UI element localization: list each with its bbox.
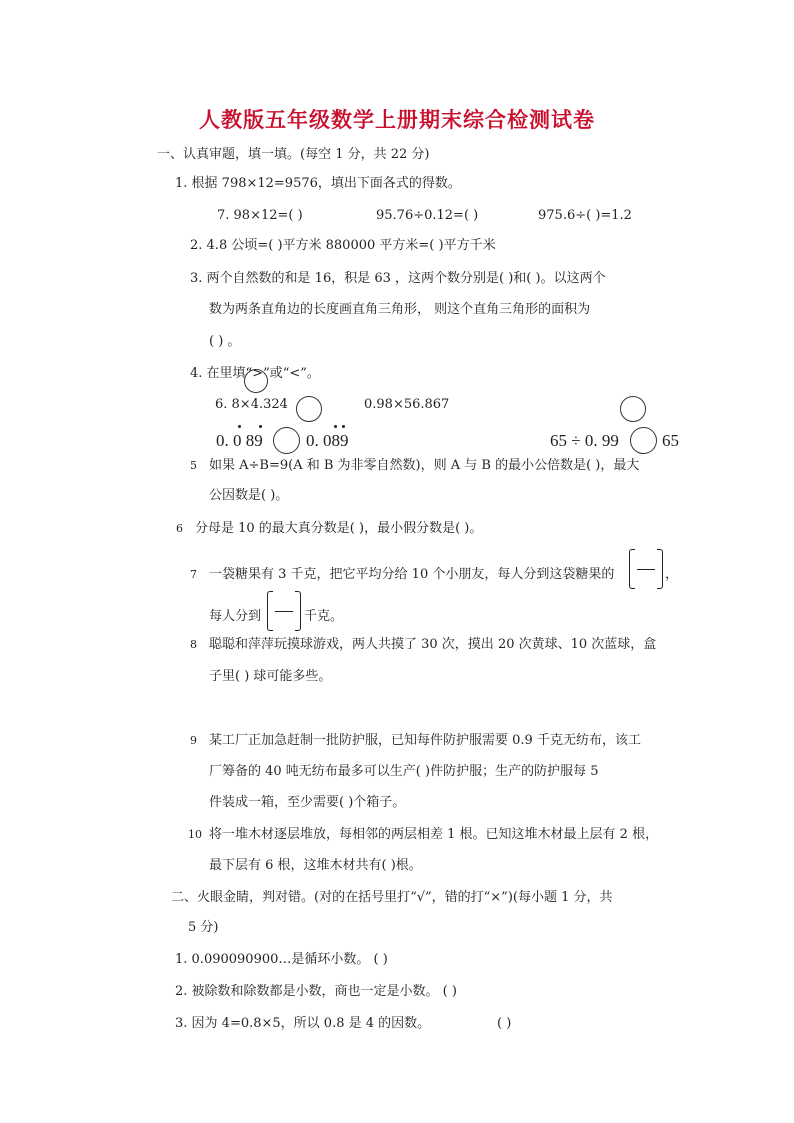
question-4-stem: 4. 在里填“>”或“<”。 [190, 366, 320, 381]
section-2-question-1: 1. 0.090090900…是循环小数。 ( ) [175, 952, 388, 967]
question-2: 2. 4.8 公顷=( )平方米 880000 平方米=( )平方千米 [190, 238, 496, 253]
question-4-expr-d-right: 65 [662, 431, 679, 450]
compare-circle-d[interactable] [630, 427, 657, 454]
repeat-dot [238, 425, 241, 428]
question-7-line-1: 一袋糖果有 3 千克，把它平均分给 10 个小朋友，每人分到这袋糖果的 [209, 567, 615, 582]
question-7-line-2-start: 每人分到 [209, 609, 262, 624]
question-8-number: 8 [190, 638, 197, 651]
question-6-number: 6 [176, 522, 183, 535]
question-1-part-a: 7. 98×12=( ) [217, 208, 303, 223]
question-1-stem: 1. 根据 798×12=9576，填出下面各式的得数。 [175, 176, 461, 191]
section-2-question-2: 2. 被除数和除数都是小数，商也一定是小数。 ( ) [175, 984, 457, 999]
question-10-line-2: 最下层有 6 根，这堆木材共有( )根。 [209, 858, 422, 873]
question-4-expr-c-right: 0. 089 [306, 431, 349, 450]
question-10-number: 10 [188, 828, 202, 841]
section-2-question-3-answer[interactable]: ( ) [497, 1016, 512, 1031]
question-9-line-2: 厂筹备的 40 吨无纺布最多可以生产( )件防护服；生产的防护服每 5 [209, 764, 599, 779]
compare-circle-c[interactable] [273, 427, 300, 454]
page-title: 人教版五年级数学上册期末综合检测试卷 [199, 107, 595, 132]
compare-circle-b[interactable] [620, 396, 646, 422]
section-2-heading-line-2: 5 分) [188, 920, 219, 935]
repeat-dot [334, 425, 337, 428]
repeat-dot [259, 425, 262, 428]
question-9-line-3: 件装成一箱，至少需要( )个箱子。 [209, 795, 406, 810]
question-7-line-2-end: 千克。 [304, 609, 344, 624]
question-3-line-2: 数为两条直角边的长度画直角三角形， 则这个直角三角形的面积为 [209, 302, 591, 317]
question-10-line-1: 将一堆木材逐层堆放，每相邻的两层相差 1 根。已知这堆木材最上层有 2 根， [209, 827, 659, 842]
question-9-line-1: 某工厂正加急赶制一批防护服，已知每件防护服需要 0.9 千克无纺布，该工 [209, 733, 641, 748]
compare-circle-small [244, 369, 268, 393]
question-4-expr-a: 6. 8×4.324 [215, 397, 288, 412]
fraction-answer-box-1[interactable] [629, 549, 663, 589]
question-5-number: 5 [190, 459, 197, 472]
question-4-expr-d-left: 65 ÷ 0. 99 [550, 431, 619, 450]
question-1-part-c: 975.6÷( )=1.2 [538, 208, 632, 223]
question-8-line-2: 子里( ) 球可能多些。 [209, 669, 332, 684]
compare-circle-a[interactable] [296, 396, 322, 422]
section-2-question-3: 3. 因为 4=0.8×5，所以 0.8 是 4 的因数。 [175, 1016, 431, 1031]
question-8-line-1: 聪聪和萍萍玩摸球游戏，两人共摸了 30 次，摸出 20 次黄球、10 次蓝球，盒 [209, 637, 657, 652]
repeat-dot [342, 425, 345, 428]
question-3-line-1: 3. 两个自然数的和是 16，积是 63 ，这两个数分别是( )和( )。以这两个 [190, 271, 606, 286]
question-5-line-2: 公因数是( )。 [209, 488, 289, 503]
question-4-expr-b: 0.98×56.867 [364, 397, 450, 412]
question-1-part-b: 95.76÷0.12=( ) [376, 208, 479, 223]
question-3-line-3: ( ) 。 [209, 334, 241, 349]
section-1-heading: 一、认真审题，填一填。(每空 1 分，共 22 分) [157, 147, 430, 162]
question-9-number: 9 [190, 734, 197, 747]
question-5-line-1: 如果 A÷B=9(A 和 B 为非零自然数)，则 A 与 B 的最小公倍数是( )，最大 [209, 458, 640, 473]
question-7-line-1-comma: ， [665, 567, 679, 582]
question-4-expr-c-left: 0. 0 89 [216, 431, 263, 450]
section-2-heading-line-1: 二、火眼金睛，判对错。(对的在括号里打“√”，错的打“×”)(每小题 1 分，共 [171, 890, 613, 905]
fraction-answer-box-2[interactable] [267, 591, 301, 631]
question-7-number: 7 [190, 568, 197, 581]
question-6-text: 分母是 10 的最大真分数是( )，最小假分数是( )。 [195, 521, 483, 536]
